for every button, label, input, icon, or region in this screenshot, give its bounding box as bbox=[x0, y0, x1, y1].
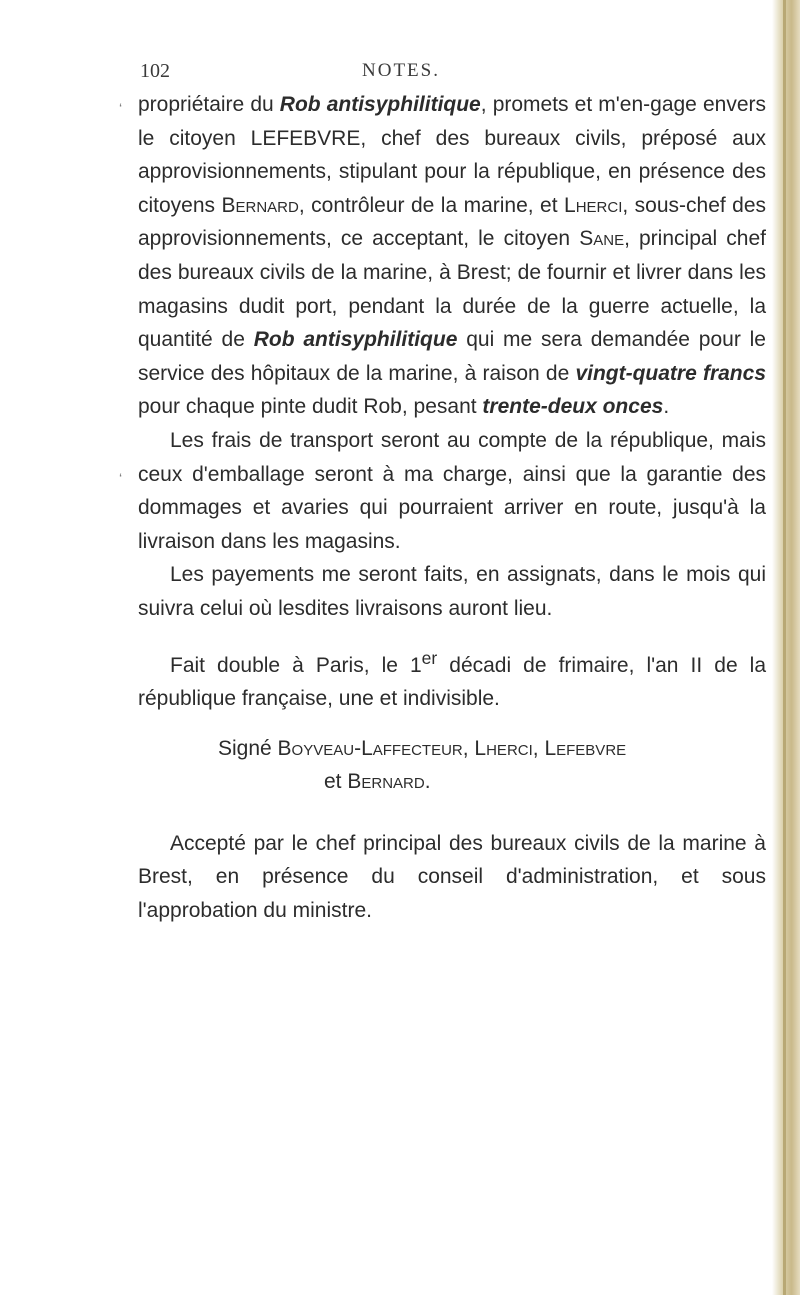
signatory-name: Bernard bbox=[347, 770, 425, 794]
ordinal-superscript: er bbox=[421, 647, 438, 668]
person-name: Lherci bbox=[564, 193, 623, 217]
text-run: , sous-chef des approvisionnements, ce acceptant, le citoyen bbox=[138, 193, 767, 251]
text-run: , contrôleur de la marine, et bbox=[298, 193, 565, 217]
margin-mark: ‘ bbox=[119, 100, 123, 116]
paragraph-4 bbox=[138, 642, 766, 716]
person-name: Bernard bbox=[221, 193, 299, 217]
page-edge-line bbox=[783, 0, 786, 1295]
text-run: . bbox=[663, 395, 670, 419]
product-name: Rob antisyphilitique bbox=[253, 328, 458, 352]
spacer bbox=[138, 626, 766, 642]
separator: , bbox=[532, 736, 545, 760]
text-run: , promets et m'en-gage envers le citoyen LEFEBVRE, chef des bureaux civils, préposé aux approvisionnements, stipulant pour la république, en présence des citoyens bbox=[138, 93, 766, 217]
separator: , bbox=[462, 736, 475, 760]
weight-text: trente-deux onces bbox=[482, 395, 664, 419]
page-edge-shadow bbox=[772, 0, 800, 1295]
paragraph-5: Accepté par le chef principal des bureaux civils de la marine à Brest, en présence du conseil d'administration, et sous l'approbation du ministre. bbox=[138, 831, 766, 923]
signatory-name: Boyveau-Laffecteur bbox=[277, 736, 463, 760]
signed-label: Signé bbox=[218, 736, 278, 760]
text-run: qui me sera demandée pour le service des hôpitaux de la marine, à raison de bbox=[138, 328, 766, 385]
signature-block bbox=[138, 732, 766, 799]
signatory-name: Lherci bbox=[474, 736, 533, 760]
text-run: propriétaire du bbox=[138, 93, 280, 116]
person-name: Sane bbox=[579, 227, 625, 251]
year-numeral: II bbox=[690, 653, 703, 677]
page-number: 102 bbox=[140, 60, 170, 82]
text-run: de la république française, une et indivisible. bbox=[138, 653, 767, 711]
separator: . bbox=[424, 770, 431, 794]
running-head: NOTES. bbox=[362, 60, 440, 81]
spacer bbox=[138, 799, 766, 827]
signature-line bbox=[138, 732, 766, 766]
and-label: et bbox=[324, 770, 348, 794]
signatory-name: Lefebvre bbox=[544, 736, 627, 760]
text-run: , principal chef des bureaux civils de la marine, à Brest; de fournir et livrer dans les magasins dudit port, pendant la durée de la guerre actuelle, la quantité de bbox=[138, 227, 766, 352]
paragraph-1 bbox=[138, 88, 766, 424]
margin-mark: ‘ bbox=[119, 470, 123, 486]
signature-line bbox=[138, 765, 766, 799]
text-run: pour chaque pinte dudit Rob, pesant bbox=[138, 395, 483, 419]
page-header bbox=[140, 60, 760, 88]
paragraph-2: Les frais de transport seront au compte de la république, mais ceux d'emballage seront à ma charge, ainsi que la garantie des dommages et avaries qui pourraient arriver en route, jusqu'à la livraison dans les magasins. bbox=[138, 428, 766, 553]
text-run: Fait double à Paris, le 1 bbox=[170, 653, 422, 677]
product-title: Rob antisyphilitique bbox=[279, 93, 481, 116]
text-run: décadi de frimaire, l'an bbox=[437, 653, 691, 677]
paragraph-3: Les payements me seront faits, en assignats, dans le mois qui suivra celui où lesdites livraisons auront lieu. bbox=[138, 563, 766, 620]
body-text bbox=[138, 88, 766, 928]
spacer bbox=[138, 716, 766, 732]
price-text: vingt-quatre francs bbox=[575, 361, 766, 385]
